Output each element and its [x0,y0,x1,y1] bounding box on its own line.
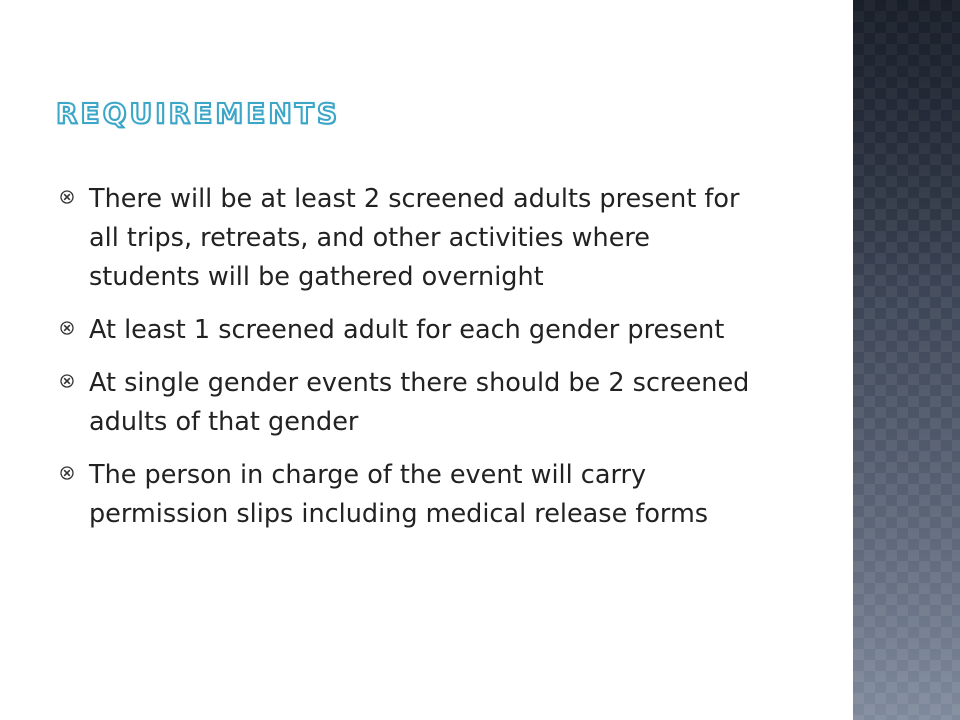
decorative-side-panel [853,0,960,720]
bullet-item [60,180,760,297]
circled-cross-bullet-icon [60,374,74,388]
circled-cross-bullet-icon [60,190,74,204]
bullet-text: There will be at least 2 screened adults present for all trips, retreats, and other activities where students will be gathered overnight [89,184,740,292]
bullet-item [60,364,760,442]
bullet-item [60,456,760,534]
bullet-text: The person in charge of the event will carry permission slips including medical release forms [89,460,709,529]
bullet-item [60,311,760,350]
circled-cross-bullet-icon [60,466,74,480]
circled-cross-bullet-icon [60,321,74,335]
bullet-text: At least 1 screened adult for each gender present [89,315,725,345]
bullet-text: At single gender events there should be 2 screened adults of that gender [89,368,750,437]
slide-title: requirements [56,87,341,133]
bullet-list [60,180,760,548]
